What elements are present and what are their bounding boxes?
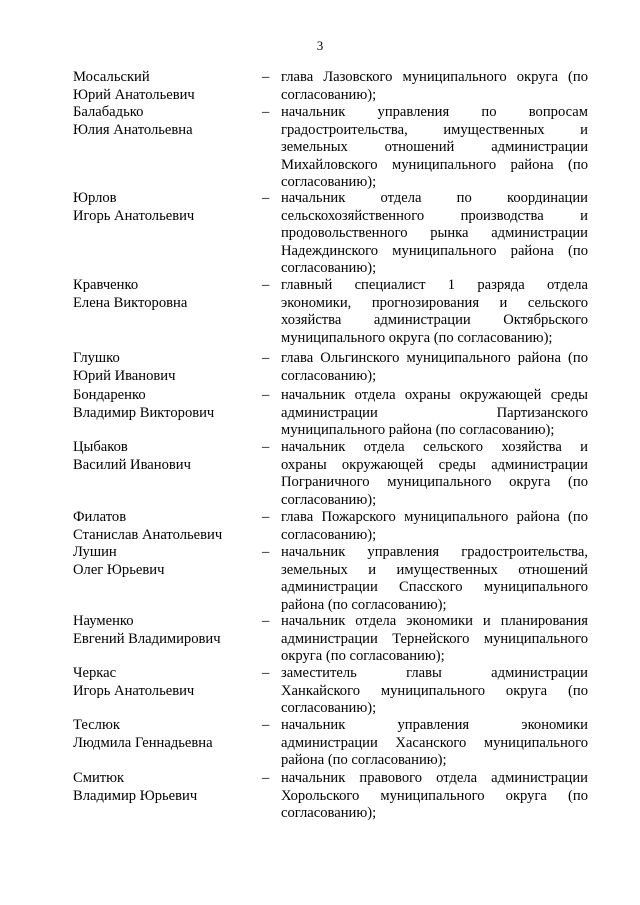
position-line: глава Лазовского муниципального округа (по [281, 69, 588, 85]
member-surname: Глушко [73, 350, 120, 366]
member-given-names: Владимир Викторович [73, 404, 215, 421]
dash-separator: – [262, 665, 270, 681]
member-position [281, 69, 588, 104]
member-position [281, 277, 588, 347]
position-line: округа (по согласованию); [281, 648, 445, 665]
member-position [281, 439, 588, 509]
member-name [73, 190, 253, 225]
position-line: начальник отдела экономики и планирования [281, 613, 588, 629]
dash-separator: – [262, 439, 270, 455]
member-name [73, 69, 253, 104]
position-line: согласованию); [281, 260, 377, 277]
dash-separator: – [262, 104, 270, 120]
member-given-names: Евгений Владимирович [73, 630, 221, 647]
member-position [281, 770, 588, 823]
position-line: продовольственного рынка администрации [281, 225, 588, 242]
position-line: глава Ольгинского муниципального района (по [281, 350, 588, 366]
position-line: охраны окружающей среды администрации [281, 456, 588, 473]
member-name [73, 277, 253, 312]
member-position [281, 190, 588, 278]
position-line: Надеждинского муниципального района (по [281, 242, 588, 259]
member-name [73, 665, 253, 700]
dash-separator: – [262, 509, 270, 525]
member-surname: Кравченко [73, 277, 139, 293]
dash-separator: – [262, 277, 270, 293]
position-line: начальник правового отдела администрации [281, 770, 588, 786]
dash-separator: – [262, 190, 270, 206]
dash-separator: – [262, 69, 270, 85]
member-surname: Теслюк [73, 717, 120, 733]
position-line: администрации Спасского муниципального [281, 579, 588, 596]
member-surname: Черкас [73, 665, 117, 681]
position-line: Пограничного муниципального округа (по [281, 474, 588, 491]
member-surname: Мосальский [73, 69, 150, 85]
position-line: согласованию); [281, 700, 377, 717]
position-line: сельскохозяйственного производства и [281, 207, 588, 224]
member-surname: Лушин [73, 544, 117, 560]
position-line: начальник отдела сельского хозяйства и [281, 439, 588, 455]
position-line: начальник отдела охраны окружающей среды [281, 387, 588, 403]
position-line: экономики, прогнозирования и сельского [281, 294, 588, 311]
member-given-names: Василий Иванович [73, 456, 191, 473]
member-name [73, 350, 253, 385]
dash-separator: – [262, 544, 270, 560]
position-line: начальник отдела по координации [281, 190, 588, 206]
member-name [73, 104, 253, 139]
position-line: согласованию); [281, 491, 377, 508]
member-given-names: Елена Викторовна [73, 294, 188, 311]
position-line: глава Пожарского муниципального района (по [281, 509, 588, 525]
member-name [73, 387, 253, 422]
member-surname: Смитюк [73, 770, 125, 786]
member-given-names: Игорь Анатольевич [73, 682, 195, 699]
position-line: Михайловского муниципального района (по [281, 156, 588, 173]
position-line: земельных и имущественных отношений [281, 561, 588, 578]
member-given-names: Станислав Анатольевич [73, 526, 223, 543]
member-surname: Цыбаков [73, 439, 128, 455]
position-line: согласованию); [281, 367, 377, 384]
position-line: согласованию); [281, 805, 377, 822]
member-position [281, 613, 588, 666]
position-line: согласованию); [281, 174, 377, 191]
position-line: начальник управления градостроительства, [281, 544, 588, 560]
member-name [73, 770, 253, 805]
position-line: согласованию); [281, 86, 377, 103]
member-given-names: Олег Юрьевич [73, 561, 165, 578]
position-line: Ханкайского муниципального округа (по [281, 682, 588, 699]
position-line: заместитель главы администрации [281, 665, 588, 681]
position-line: земельных отношений администрации [281, 139, 588, 156]
member-name [73, 509, 253, 544]
position-line: начальник управления экономики [281, 717, 588, 733]
member-name [73, 717, 253, 752]
member-position [281, 544, 588, 614]
member-given-names: Юрий Анатольевич [73, 86, 195, 103]
member-position [281, 387, 588, 440]
dash-separator: – [262, 770, 270, 786]
member-position [281, 509, 588, 544]
position-line: хозяйства администрации Октябрьского [281, 312, 588, 329]
dash-separator: – [262, 613, 270, 629]
dash-separator: – [262, 350, 270, 366]
position-line: района (по согласованию); [281, 752, 447, 769]
member-position [281, 350, 588, 385]
member-given-names: Юрий Иванович [73, 367, 176, 384]
member-given-names: Людмила Геннадьевна [73, 734, 213, 751]
position-line: главный специалист 1 разряда отдела [281, 277, 588, 293]
page-number: 3 [316, 38, 324, 53]
member-position [281, 104, 588, 192]
position-line: согласованию); [281, 526, 377, 543]
position-line: администрации Партизанского [281, 404, 588, 421]
member-name [73, 613, 253, 648]
member-given-names: Юлия Анатольевна [73, 121, 193, 138]
member-surname: Филатов [73, 509, 127, 525]
position-line: администрации Тернейского муниципального [281, 630, 588, 647]
position-line: администрации Хасанского муниципального [281, 734, 588, 751]
member-surname: Науменко [73, 613, 134, 629]
position-line: Хорольского муниципального округа (по [281, 787, 588, 804]
member-given-names: Игорь Анатольевич [73, 207, 195, 224]
member-surname: Бондаренко [73, 387, 146, 403]
position-line: градостроительства, имущественных и [281, 121, 588, 138]
position-line: района (по согласованию); [281, 596, 447, 613]
member-surname: Юрлов [73, 190, 117, 206]
position-line: начальник управления по вопросам [281, 104, 588, 120]
member-name [73, 439, 253, 474]
position-line: муниципального округа (по согласованию); [281, 329, 553, 346]
position-line: муниципального района (по согласованию); [281, 422, 555, 439]
member-name [73, 544, 253, 579]
dash-separator: – [262, 717, 270, 733]
member-position [281, 665, 588, 718]
member-given-names: Владимир Юрьевич [73, 787, 198, 804]
dash-separator: – [262, 387, 270, 403]
member-position [281, 717, 588, 770]
member-surname: Балабадько [73, 104, 144, 120]
